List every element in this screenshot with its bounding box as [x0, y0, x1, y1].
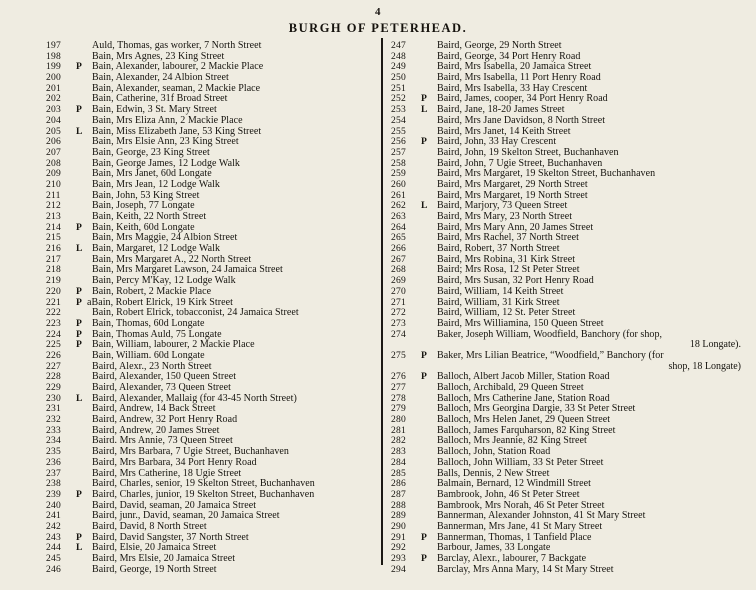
- entry-number: 258: [391, 157, 406, 169]
- entry-name-address: Bain, Edwin, 3 St. Mary Street: [92, 104, 217, 116]
- directory-entry: [46, 458, 376, 469]
- entry-number: 205: [46, 125, 61, 137]
- entry-name-address: Bain, John, 53 King Street: [92, 189, 200, 201]
- entry-name-address: Baird, Mrs Elsie, 20 Jamaica Street: [92, 553, 236, 564]
- entry-name-address: Baird, John, 19 Skelton Street, Buchanhaven: [437, 146, 619, 158]
- entry-name-address: Balloch, John, Station Road: [437, 446, 551, 458]
- entry-number: 208: [46, 157, 61, 169]
- directory-entry: [391, 490, 749, 501]
- entry-name-address: Balloch, Mrs Jeannie, 82 King Street: [437, 435, 587, 447]
- entry-name-address: Bain, Mrs Elsie Ann, 23 King Street: [92, 136, 239, 148]
- entry-number: 273: [391, 317, 406, 329]
- entry-number: 277: [391, 382, 406, 393]
- entry-number: 269: [391, 275, 406, 287]
- entry-name-address: Bain, Catherine, 31f Broad Street: [92, 93, 228, 105]
- entry-name-address: Baird, Alexander, 73 Queen Street: [92, 382, 231, 393]
- entry-number: 261: [391, 189, 406, 201]
- entry-name-address: Baird, Mrs Isabella, 33 Hay Crescent: [437, 82, 588, 94]
- entry-number: 242: [46, 520, 61, 532]
- entry-name-address: Bannerman, Alexander Johnston, 41 St Mary Street: [437, 510, 646, 522]
- directory-entry: [391, 287, 749, 298]
- entry-name-address: Bain, Mrs Eliza Ann, 2 Mackie Place: [92, 114, 243, 126]
- entry-qualification-flag: L: [76, 243, 83, 255]
- entry-number: 282: [391, 435, 406, 447]
- entry-qualification-flag: L: [76, 125, 83, 137]
- entry-continuation-line: shop, 18 Longate): [668, 360, 741, 372]
- directory-entry: [391, 148, 749, 159]
- entry-name-address: Baird, Mrs Margaret, 19 Skelton Street, Buchanhaven: [437, 168, 656, 180]
- entry-number: 246: [46, 563, 61, 575]
- entry-name-address: Baker, Joseph William, Woodfield, Banchory (for shop,: [437, 328, 663, 340]
- entry-number: 284: [391, 456, 406, 468]
- entry-number: 225: [46, 339, 61, 351]
- entry-name-address: Baird, Mrs Isabella, 11 Port Henry Road: [437, 72, 601, 84]
- entry-qualification-flag: P: [76, 221, 82, 233]
- entry-name-address: Balloch, Albert Jacob Miller, Station Road: [437, 371, 610, 383]
- entry-number: 218: [46, 264, 61, 276]
- directory-entry: [46, 490, 376, 501]
- entry-name-address: Baird, Alexr., 23 North Street: [92, 360, 212, 372]
- entry-name-address: aBain, Robert Elrick, 19 Kirk Street: [87, 296, 233, 308]
- entry-name-address: Bain, Thomas, 60d Longate: [92, 317, 205, 329]
- entry-number: 217: [46, 253, 61, 265]
- entry-number: 234: [46, 435, 61, 447]
- entry-number: 202: [46, 93, 61, 105]
- entry-name-address: Barclay, Alexr., labourer, 7 Backgate: [437, 553, 587, 564]
- entry-number: 256: [391, 136, 406, 148]
- entry-name-address: Baird, Mrs Margaret, 29 North Street: [437, 178, 588, 190]
- entry-continuation-line: 18 Longate).: [689, 339, 741, 351]
- entry-qualification-flag: P: [421, 371, 427, 383]
- entry-number: 197: [46, 40, 61, 51]
- entry-number: 204: [46, 114, 61, 126]
- entry-number: 229: [46, 382, 61, 393]
- entry-name-address: Balloch, Mrs Catherine Jane, Station Road: [437, 392, 610, 404]
- entry-name-address: Bain, Mrs Jean, 12 Lodge Walk: [92, 178, 220, 190]
- entry-qualification-flag: P: [76, 61, 82, 73]
- entry-name-address: Auld, Thomas, gas worker, 7 North Street: [92, 40, 262, 51]
- entry-name-address: Bain, Margaret, 12 Lodge Walk: [92, 243, 221, 255]
- entry-name-address: Bain, George, 23 King Street: [92, 146, 210, 158]
- left-entry-column: [46, 41, 376, 575]
- entry-name-address: Baird, Robert, 37 North Street: [437, 243, 560, 255]
- entry-number: 294: [391, 563, 406, 575]
- entry-name-address: Bain, Alexander, 24 Albion Street: [92, 72, 229, 84]
- entry-name-address: Baird, Mrs Barbara, 34 Port Henry Road: [92, 456, 257, 468]
- entry-name-address: Baird, Mrs Margaret, 19 North Street: [437, 189, 588, 201]
- entry-name-address: Baker, Mrs Lilian Beatrice, “Woodfield,” Banchory (for: [437, 349, 664, 361]
- entry-number: 243: [46, 531, 61, 543]
- entry-number: 215: [46, 232, 61, 244]
- entry-number: 263: [391, 211, 406, 222]
- entry-number: 235: [46, 446, 61, 458]
- entry-qualification-flag: P: [76, 531, 82, 543]
- entry-number: 293: [391, 553, 406, 564]
- entry-number: 255: [391, 125, 406, 137]
- directory-entry: [46, 116, 376, 127]
- entry-name-address: Barclay, Mrs Anna Mary, 14 St Mary Street: [437, 563, 614, 575]
- entry-number: 200: [46, 72, 61, 84]
- entry-number: 240: [46, 499, 61, 511]
- entry-name-address: Bambrook, John, 46 St Peter Street: [437, 488, 580, 500]
- column-divider: [381, 38, 383, 565]
- directory-entry: [391, 116, 749, 127]
- entry-qualification-flag: L: [421, 104, 428, 116]
- entry-number: 285: [391, 467, 406, 479]
- entry-number: 241: [46, 510, 61, 522]
- entry-name-address: Bain, Mrs Agnes, 23 King Street: [92, 50, 225, 62]
- directory-entry: [46, 287, 376, 298]
- entry-name-address: Baird, John, 33 Hay Crescent: [437, 136, 557, 148]
- entry-name-address: Baird, James, cooper, 34 Port Henry Road: [437, 93, 608, 105]
- entry-name-address: Baird, Mrs Barbara, 7 Ugie Street, Buchanhaven: [92, 446, 289, 458]
- entry-qualification-flag: P: [421, 531, 427, 543]
- entry-qualification-flag: P: [421, 93, 427, 105]
- entry-number: 230: [46, 392, 61, 404]
- entry-name-address: Bain, Mrs Janet, 60d Longate: [92, 168, 212, 180]
- entry-qualification-flag: P: [421, 349, 427, 361]
- entry-name-address: Balls, Dennis, 2 New Street: [437, 467, 550, 479]
- entry-name-address: Baird, William, 31 Kirk Street: [437, 296, 560, 308]
- directory-entry: [46, 148, 376, 159]
- entry-number: 280: [391, 414, 406, 426]
- entry-name-address: Baird, Mrs Rachel, 37 North Street: [437, 232, 579, 244]
- entry-qualification-flag: P: [421, 136, 427, 148]
- entry-name-address: Bain, Mrs Margaret A., 22 North Street: [92, 253, 252, 265]
- entry-number: 237: [46, 467, 61, 479]
- entry-number: 276: [391, 371, 406, 383]
- entry-number: 207: [46, 146, 61, 158]
- entry-number: 253: [391, 104, 406, 116]
- entry-name-address: Bain, Robert, 2 Mackie Place: [92, 285, 212, 297]
- entry-number: 251: [391, 82, 406, 94]
- entry-name-address: Balloch, James Farquharson, 82 King Street: [437, 424, 616, 436]
- entry-number: 257: [391, 146, 406, 158]
- entry-name-address: Bain, Alexander, seaman, 2 Mackie Place: [92, 82, 261, 94]
- entry-name-address: Bain, Keith, 22 North Street: [92, 211, 207, 222]
- entry-number: 244: [46, 542, 61, 554]
- entry-number: 252: [391, 93, 406, 105]
- entry-name-address: Baird, Andrew, 20 James Street: [92, 424, 220, 436]
- entry-name-address: Baird, Charles, senior, 19 Skelton Street, Buchanhaven: [92, 478, 315, 490]
- directory-entry: [46, 565, 376, 576]
- entry-name-address: Baird, Mrs Mary, 23 North Street: [437, 211, 573, 222]
- entry-name-address: Baird, Mrs Jane Davidson, 8 North Street: [437, 114, 606, 126]
- entry-name-address: Baird, George, 19 North Street: [92, 563, 217, 575]
- entry-name-address: Baird, David, seaman, 20 Jamaica Street: [92, 499, 257, 511]
- entry-number: 245: [46, 553, 61, 564]
- entry-number: 279: [391, 403, 406, 415]
- entry-name-address: Baird, Elsie, 20 Jamaica Street: [92, 542, 217, 554]
- entry-number: 288: [391, 499, 406, 511]
- entry-number: 203: [46, 104, 61, 116]
- entry-name-address: Balmain, Bernard, 12 Windmill Street: [437, 478, 591, 490]
- entry-name-address: Bain, Mrs Maggie, 24 Albion Street: [92, 232, 238, 244]
- entry-qualification-flag: P: [76, 296, 82, 308]
- entry-number: 213: [46, 211, 61, 222]
- entry-name-address: Bain, George James, 12 Lodge Walk: [92, 157, 240, 169]
- entry-number: 216: [46, 243, 61, 255]
- entry-name-address: Bambrook, Mrs Norah, 46 St Peter Street: [437, 499, 605, 511]
- entry-number: 265: [391, 232, 406, 244]
- entry-qualification-flag: P: [76, 285, 82, 297]
- entry-number: 219: [46, 275, 61, 287]
- entry-name-address: Bain, Mrs Margaret Lawson, 24 Jamaica Street: [92, 264, 283, 276]
- entry-number: 231: [46, 403, 61, 415]
- entry-name-address: Bain, Percy M'Kay, 12 Lodge Walk: [92, 275, 236, 287]
- page-title: BURGH OF PETERHEAD.: [288, 21, 468, 35]
- entry-number: 214: [46, 221, 61, 233]
- entry-number: 238: [46, 478, 61, 490]
- entry-number: 221: [46, 296, 61, 308]
- page-number: 4: [375, 6, 381, 18]
- entry-number: 233: [46, 424, 61, 436]
- entry-number: 227: [46, 360, 61, 372]
- entry-name-address: Balloch, John William, 33 St Peter Street: [437, 456, 604, 468]
- entry-number: 249: [391, 61, 406, 73]
- entry-name-address: Baird, Mrs Mary Ann, 20 James Street: [437, 221, 594, 233]
- entry-name-address: Baird. Mrs Annie, 73 Queen Street: [92, 435, 233, 447]
- entry-name-address: Bain, Alexander, labourer, 2 Mackie Place: [92, 61, 264, 73]
- right-entry-column: [391, 41, 749, 575]
- entry-number: 286: [391, 478, 406, 490]
- entry-number: 224: [46, 328, 61, 340]
- entry-name-address: Baird, Alexander, 150 Queen Street: [92, 371, 237, 383]
- entry-name-address: Balloch, Mrs Georgina Dargie, 33 St Peter Street: [437, 403, 636, 415]
- entry-number: 266: [391, 243, 406, 255]
- entry-qualification-flag: P: [421, 553, 427, 564]
- entry-number: 292: [391, 542, 406, 554]
- entry-number: 201: [46, 82, 61, 94]
- entry-number: 198: [46, 50, 61, 62]
- entry-name-address: Bain, Robert Elrick, tobacconist, 24 Jamaica Street: [92, 307, 299, 319]
- entry-number: 220: [46, 285, 61, 297]
- entry-number: 287: [391, 488, 406, 500]
- entry-name-address: Baird, David Sangster, 37 North Street: [92, 531, 249, 543]
- entry-name-address: Bain, William, labourer, 2 Mackie Place: [92, 339, 255, 351]
- entry-number: 278: [391, 392, 406, 404]
- entry-number: 211: [46, 189, 61, 201]
- entry-number: 268: [391, 264, 406, 276]
- entry-qualification-flag: P: [76, 339, 82, 351]
- entry-number: 226: [46, 349, 61, 361]
- entry-number: 248: [391, 50, 406, 62]
- entry-number: 283: [391, 446, 406, 458]
- entry-name-address: Baird, Charles, junior, 19 Skelton Street, Buchanhaven: [92, 488, 315, 500]
- entry-name-address: Baird, Mrs Williamina, 150 Queen Street: [437, 317, 604, 329]
- entry-number: 291: [391, 531, 406, 543]
- entry-name-address: Bain, Joseph, 77 Longate: [92, 200, 195, 212]
- entry-number: 236: [46, 456, 61, 468]
- entry-name-address: Baird, Jane, 18-20 James Street: [437, 104, 565, 116]
- entry-qualification-flag: L: [76, 542, 83, 554]
- entry-name-address: Baird, Marjory, 73 Queen Street: [437, 200, 568, 212]
- entry-number: 290: [391, 520, 406, 532]
- entry-qualification-flag: L: [76, 392, 83, 404]
- entry-name-address: Baird, Andrew, 14 Back Street: [92, 403, 216, 415]
- entry-name-address: Bannerman, Thomas, 1 Tanfield Place: [437, 531, 592, 543]
- directory-entry: [391, 565, 749, 576]
- entry-name-address: Baird, George, 34 Port Henry Road: [437, 50, 581, 62]
- entry-name-address: Baird, William, 12 St. Peter Street: [437, 307, 576, 319]
- entry-number: 281: [391, 424, 406, 436]
- entry-number: 254: [391, 114, 406, 126]
- entry-qualification-flag: L: [421, 200, 428, 212]
- entry-number: 206: [46, 136, 61, 148]
- directory-entry: [391, 458, 749, 469]
- entry-number: 272: [391, 307, 406, 319]
- entry-number: 232: [46, 414, 61, 426]
- entry-name-address: Balloch, Mrs Helen Janet, 29 Queen Street: [437, 414, 611, 426]
- entry-qualification-flag: P: [76, 488, 82, 500]
- entry-number: 210: [46, 178, 61, 190]
- entry-name-address: Baird, Mrs Robina, 31 Kirk Street: [437, 253, 576, 265]
- entry-name-address: Baird, George, 29 North Street: [437, 40, 562, 51]
- entry-number: 275: [391, 349, 406, 361]
- entry-name-address: Bannerman, Mrs Jane, 41 St Mary Street: [437, 520, 603, 532]
- entry-name-address: Baird, Mrs Janet, 14 Keith Street: [437, 125, 571, 137]
- entry-qualification-flag: P: [76, 317, 82, 329]
- entry-name-address: Baird, William, 14 Keith Street: [437, 285, 564, 297]
- entry-number: 228: [46, 371, 61, 383]
- entry-number: 223: [46, 317, 61, 329]
- entry-name-address: Baird, Alexander, Mallaig (for 43-45 North Street): [92, 392, 297, 404]
- directory-entry: [391, 319, 749, 330]
- entry-name-address: Baird, Mrs Susan, 32 Port Henry Road: [437, 275, 594, 287]
- entry-name-address: Baird, Mrs Isabella, 20 Jamaica Street: [437, 61, 592, 73]
- entry-number: 271: [391, 296, 406, 308]
- entry-name-address: Baird, Andrew, 32 Port Henry Road: [92, 414, 238, 426]
- entry-number: 274: [391, 328, 406, 340]
- entry-number: 209: [46, 168, 61, 180]
- entry-number: 264: [391, 221, 406, 233]
- entry-name-address: Bain, William. 60d Longate: [92, 349, 205, 361]
- entry-name-address: Baird, junr., David, seaman, 20 Jamaica Street: [92, 510, 280, 522]
- entry-number: 247: [391, 40, 406, 51]
- directory-entry: [46, 319, 376, 330]
- entry-number: 267: [391, 253, 406, 265]
- entry-name-address: Bain, Keith, 60d Longate: [92, 221, 195, 233]
- entry-name-address: Baird, John, 7 Ugie Street, Buchanhaven: [437, 157, 603, 169]
- entry-number: 250: [391, 72, 406, 84]
- entry-number: 212: [46, 200, 61, 212]
- entry-name-address: Baird; Mrs Rosa, 12 St Peter Street: [437, 264, 580, 276]
- entry-number: 289: [391, 510, 406, 522]
- entry-number: 260: [391, 178, 406, 190]
- entry-number: 259: [391, 168, 406, 180]
- entry-number: 222: [46, 307, 61, 319]
- entry-number: 270: [391, 285, 406, 297]
- entry-name-address: Bain, Thomas Auld, 75 Longate: [92, 328, 222, 340]
- entry-name-address: Barbour, James, 33 Longate: [437, 542, 551, 554]
- entry-name-address: Bain, Miss Elizabeth Jane, 53 King Street: [92, 125, 262, 137]
- entry-name-address: Baird, Mrs Catherine, 18 Ugie Street: [92, 467, 242, 479]
- entry-qualification-flag: P: [76, 104, 82, 116]
- entry-name-address: Balloch, Archibald, 29 Queen Street: [437, 382, 584, 393]
- entry-number: 199: [46, 61, 61, 73]
- entry-number: 262: [391, 200, 406, 212]
- entry-name-address: Baird, David, 8 North Street: [92, 520, 207, 532]
- entry-qualification-flag: P: [76, 328, 82, 340]
- entry-number: 239: [46, 488, 61, 500]
